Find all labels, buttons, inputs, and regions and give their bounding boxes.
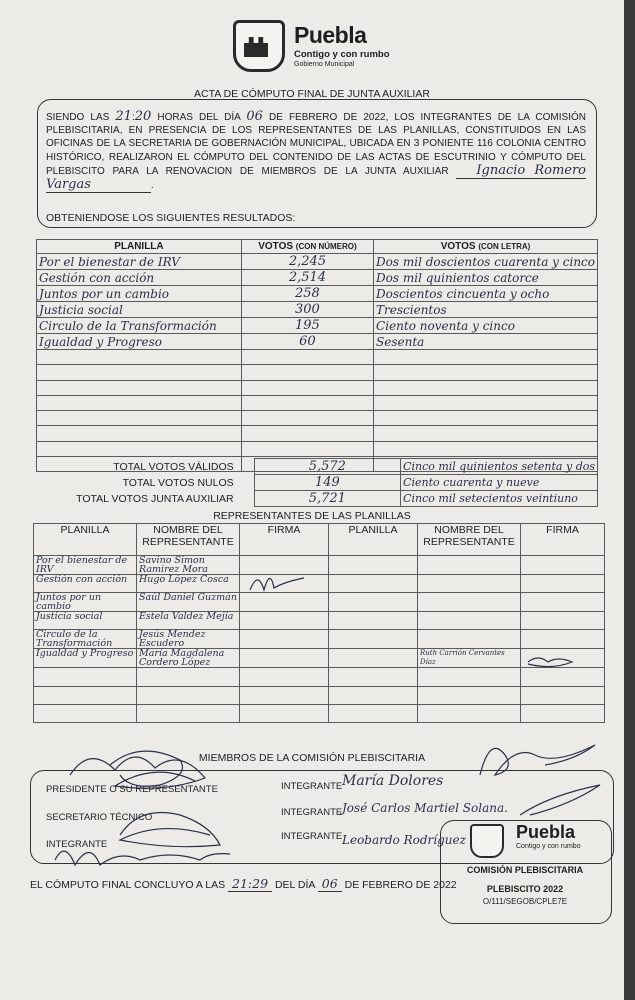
totals-letra: Cinco mil quinientos setenta y dos	[401, 459, 598, 475]
closing-part-3: DE FEBRERO DE 2022	[344, 879, 457, 891]
header-votos-numero-sub: (CON NÚMERO)	[295, 242, 357, 251]
stamp-line-2: PLEBISCITO 2022	[486, 884, 564, 894]
totals-label: TOTAL VOTOS NULOS	[122, 476, 234, 489]
intro-time-separator: :	[131, 112, 135, 123]
rep-planilla-cell: Gestión con acción	[34, 575, 137, 593]
results-label: OBTENIENDOSE LOS SIGUIENTES RESULTADOS:	[46, 212, 296, 224]
results-letra-cell: Dos mil doscientos cuarenta y cinco	[374, 254, 598, 270]
stamp-slogan: Contigo y con rumbo	[516, 843, 581, 850]
integrante-name-2: José Carlos Martiel Solana.	[342, 801, 508, 815]
rep-nombre-cell: Hugo López Cosca	[137, 575, 240, 593]
rep-planilla-cell: Justicia social	[34, 612, 137, 630]
signature-presidente	[70, 757, 205, 788]
totals-label: TOTAL VOTOS VÁLIDOS	[113, 460, 234, 473]
closing-day: 06	[318, 876, 342, 892]
rep-nombre-cell: María Magdalena Cordero López	[137, 649, 240, 668]
results-letra-cell: Sesenta	[374, 334, 598, 350]
integrante-name-1: María Dolores	[342, 773, 444, 789]
rep-header-firma-right: FIRMA	[521, 524, 605, 556]
totals-votos: 5,721	[254, 491, 400, 507]
rep-header-planilla-left: PLANILLA	[34, 524, 137, 556]
rep-header-planilla-right: PLANILLA	[329, 524, 418, 556]
rep-header-firma-left: FIRMA	[240, 524, 329, 556]
header-planilla: PLANILLA	[37, 240, 242, 254]
rep-header-nombre-right: NOMBRE DEL REPRESENTANTE	[418, 524, 521, 556]
presidente-label: PRESIDENTE O SU REPRESENTANTE	[46, 784, 218, 795]
totals-label: TOTAL VOTOS JUNTA AUXILIAR	[76, 492, 234, 505]
rep-nombre-cell: Estela Valdez Mejía	[137, 612, 240, 630]
results-planilla-cell: Juntos por un cambio	[37, 286, 242, 302]
rep-header-nombre-left: NOMBRE DEL REPRESENTANTE	[137, 524, 240, 556]
results-votos-cell: 300	[241, 302, 373, 318]
results-letra-cell: Ciento noventa y cinco	[374, 318, 598, 334]
rep-nombre-cell: Savino Simon Ramirez Mora	[137, 556, 240, 575]
signature-rep-right	[528, 658, 572, 667]
integrante-name-3: Leobardo Rodríguez	[342, 833, 466, 847]
intro-junta-name: Ignacio Romero Vargas	[46, 162, 587, 193]
rep-planilla-cell: Circulo de la Transformación	[34, 630, 137, 649]
results-planilla-cell: Circulo de la Transformación	[37, 318, 242, 334]
results-votos-cell: 60	[241, 334, 373, 350]
integrante-label-3: INTEGRANTE	[281, 831, 343, 842]
signature-integrante-2	[520, 785, 600, 815]
totals-votos: 149	[254, 475, 400, 491]
intro-end: .	[150, 180, 154, 192]
signature-presidente-2	[110, 751, 183, 786]
results-votos-cell: 2,245	[241, 254, 373, 270]
brand-name: Puebla	[294, 22, 367, 48]
closing-part-2: DEL DÍA	[274, 879, 315, 891]
header-votos-letra-label: VOTOS	[440, 241, 476, 252]
closing-time: 21:29	[228, 876, 272, 892]
stamp-brand: Puebla	[516, 822, 576, 842]
stamp-line-3: O/111/SEGOB/CPLE7E	[482, 897, 568, 906]
rep-nombre-right-cell: Ruth Carrión Cervantes Díaz	[418, 649, 521, 668]
secretario-label: SECRETARIO TÉCNICO	[46, 812, 153, 823]
results-letra-cell: Dos mil quinientos catorce	[374, 270, 598, 286]
signature-rep-1	[250, 578, 304, 590]
closing-part-1: EL CÓMPUTO FINAL CONCLUYO A LAS	[30, 879, 226, 891]
header-votos-numero-label: VOTOS	[258, 241, 294, 252]
results-letra-cell: Doscientos cincuenta y ocho	[374, 286, 598, 302]
intro-part-3: DE FEBRERO DE 2022, LOS INTEGRANTES DE LA COMISIÓN PLEBISCITARIA, EN PRESENCIA DE LOS REPRESENTANTES DE LAS PLANILLAS, CONSTITUIDOS EN LAS OFICINAS DE LA SECRETARIA DE GOBERNACIÓN MUNICIPAL, UBICADA EN 3 PONIENTE 116 COLONIA CENTRO HISTÓRICO, REALIZARON EL CÓMPUTO DEL CONTENIDO DE LAS ACTAS DE ESCUTRINIO Y CÓMPUTO DEL PLEBISCITO PARA LA RENOVACION DE MIEMBROS DE LA JUNTA AUXILIAR	[46, 112, 586, 177]
results-planilla-cell: Gestión con acción	[37, 270, 242, 286]
integrante-label-left: INTEGRANTE	[46, 839, 108, 850]
intro-minute: 20	[134, 109, 152, 124]
results-planilla-cell: Justicia social	[37, 302, 242, 318]
rep-nombre-cell: Saúl Daniel Guzmán	[137, 593, 240, 612]
brand-subtitle: Gobierno Municipal	[294, 61, 355, 68]
results-votos-cell: 195	[241, 318, 373, 334]
signature-integrante-left	[55, 851, 230, 865]
header-votos-letra-sub: (CON LETRA)	[478, 242, 531, 251]
brand-slogan: Contigo y con rumbo	[294, 49, 390, 60]
members-title: MIEMBROS DE LA COMISIÓN PLEBISCITARIA	[198, 752, 426, 764]
signature-secretario	[120, 813, 220, 847]
representatives-title: REPRESENTANTES DE LAS PLANILLAS	[213, 510, 411, 522]
intro-day: 06	[246, 109, 263, 124]
results-planilla-cell: Igualdad y Progreso	[37, 334, 242, 350]
intro-part-1: SIENDO LAS	[46, 112, 110, 123]
results-letra-cell: Trescientos	[374, 302, 598, 318]
totals-letra: Cinco mil setecientos veintiuno	[401, 491, 598, 507]
results-votos-cell: 258	[241, 286, 373, 302]
rep-nombre-cell: Jesús Mendez Escudero	[137, 630, 240, 649]
intro-hour: 21	[115, 109, 132, 124]
integrante-label-2: INTEGRANTE	[281, 807, 343, 818]
results-planilla-cell: Por el bienestar de IRV	[37, 254, 242, 270]
stamp-line-1: COMISIÓN PLEBISCITARIA	[466, 865, 584, 875]
totals-votos: 5,572	[254, 459, 400, 475]
results-votos-cell: 2,514	[241, 270, 373, 286]
rep-planilla-cell: Juntos por un cambio	[34, 593, 137, 612]
totals-letra: Ciento cuarenta y nueve	[401, 475, 598, 491]
intro-part-2: HORAS DEL DÍA	[157, 112, 241, 123]
signature-integrante-1	[480, 745, 595, 775]
integrante-label-1: INTEGRANTE	[281, 781, 343, 792]
rep-planilla-cell: Igualdad y Progreso	[34, 649, 137, 668]
document-title: ACTA DE CÓMPUTO FINAL DE JUNTA AUXILIAR	[194, 88, 430, 100]
rep-planilla-cell: Por el bienestar de IRV	[34, 556, 137, 575]
